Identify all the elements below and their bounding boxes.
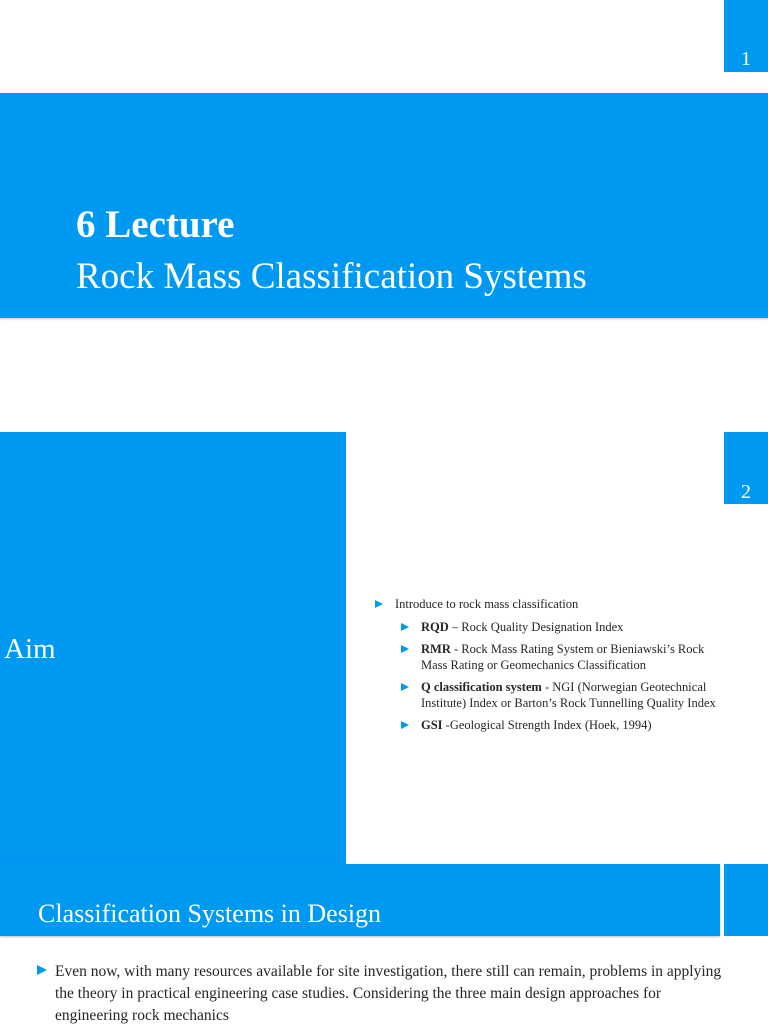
sub-bullet-item: [401, 620, 720, 636]
bullet-item: [375, 597, 720, 613]
slide-number-badge: [724, 864, 768, 936]
lecture-subtitle: Rock Mass Classification Systems: [76, 256, 587, 297]
sub-bullet-item: [401, 642, 720, 673]
design-bullet-list: [37, 961, 737, 1024]
bullet-text: – Rock Quality Designation Index: [448, 619, 624, 634]
aim-bullet-list: [375, 597, 720, 741]
bullet-triangle-icon: [401, 645, 409, 653]
slide-number: 2: [741, 481, 751, 503]
bullet-triangle-icon: [401, 721, 409, 729]
bullet-triangle-icon: [37, 965, 47, 975]
bullet-item: [37, 961, 737, 1024]
bullet-term: RMR: [421, 642, 451, 656]
bullet-text: -Geological Strength Index (Hoek, 1994): [442, 718, 652, 732]
slide-number-badge: [724, 0, 768, 72]
section-title: Classification Systems in Design: [38, 899, 382, 928]
slide-number-badge: [724, 432, 768, 504]
bullet-text: - NGI (Norwegian Geotechnical Institute) Index or Barton’s Rock Tunnelling Quality Index: [421, 680, 716, 710]
bullet-triangle-icon: [401, 683, 409, 691]
bullet-term: GSI: [421, 718, 443, 732]
bullet-text: Even now, with many resources available for site investigation, there still can remain, problems in applying the theory in practical engineering case studies. Considering the three main design approaches for engineering rock mechanics: [55, 963, 722, 1024]
bullet-triangle-icon: [375, 600, 383, 608]
bullet-text: Introduce to rock mass classification: [395, 597, 579, 611]
lecture-title: 6 Lecture: [76, 203, 235, 246]
sub-bullet-item: [401, 680, 720, 711]
slide-number: 1: [741, 48, 751, 70]
bullet-term: Q classification system: [421, 680, 542, 694]
sub-bullet-item: [401, 718, 720, 734]
bullet-term: RQD: [421, 619, 449, 634]
bullet-text: - Rock Mass Rating System or Bieniawski’s Rock Mass Rating or Geomechanics Classification: [421, 642, 705, 672]
aim-heading: Aim: [4, 633, 56, 665]
bullet-triangle-icon: [401, 623, 409, 631]
